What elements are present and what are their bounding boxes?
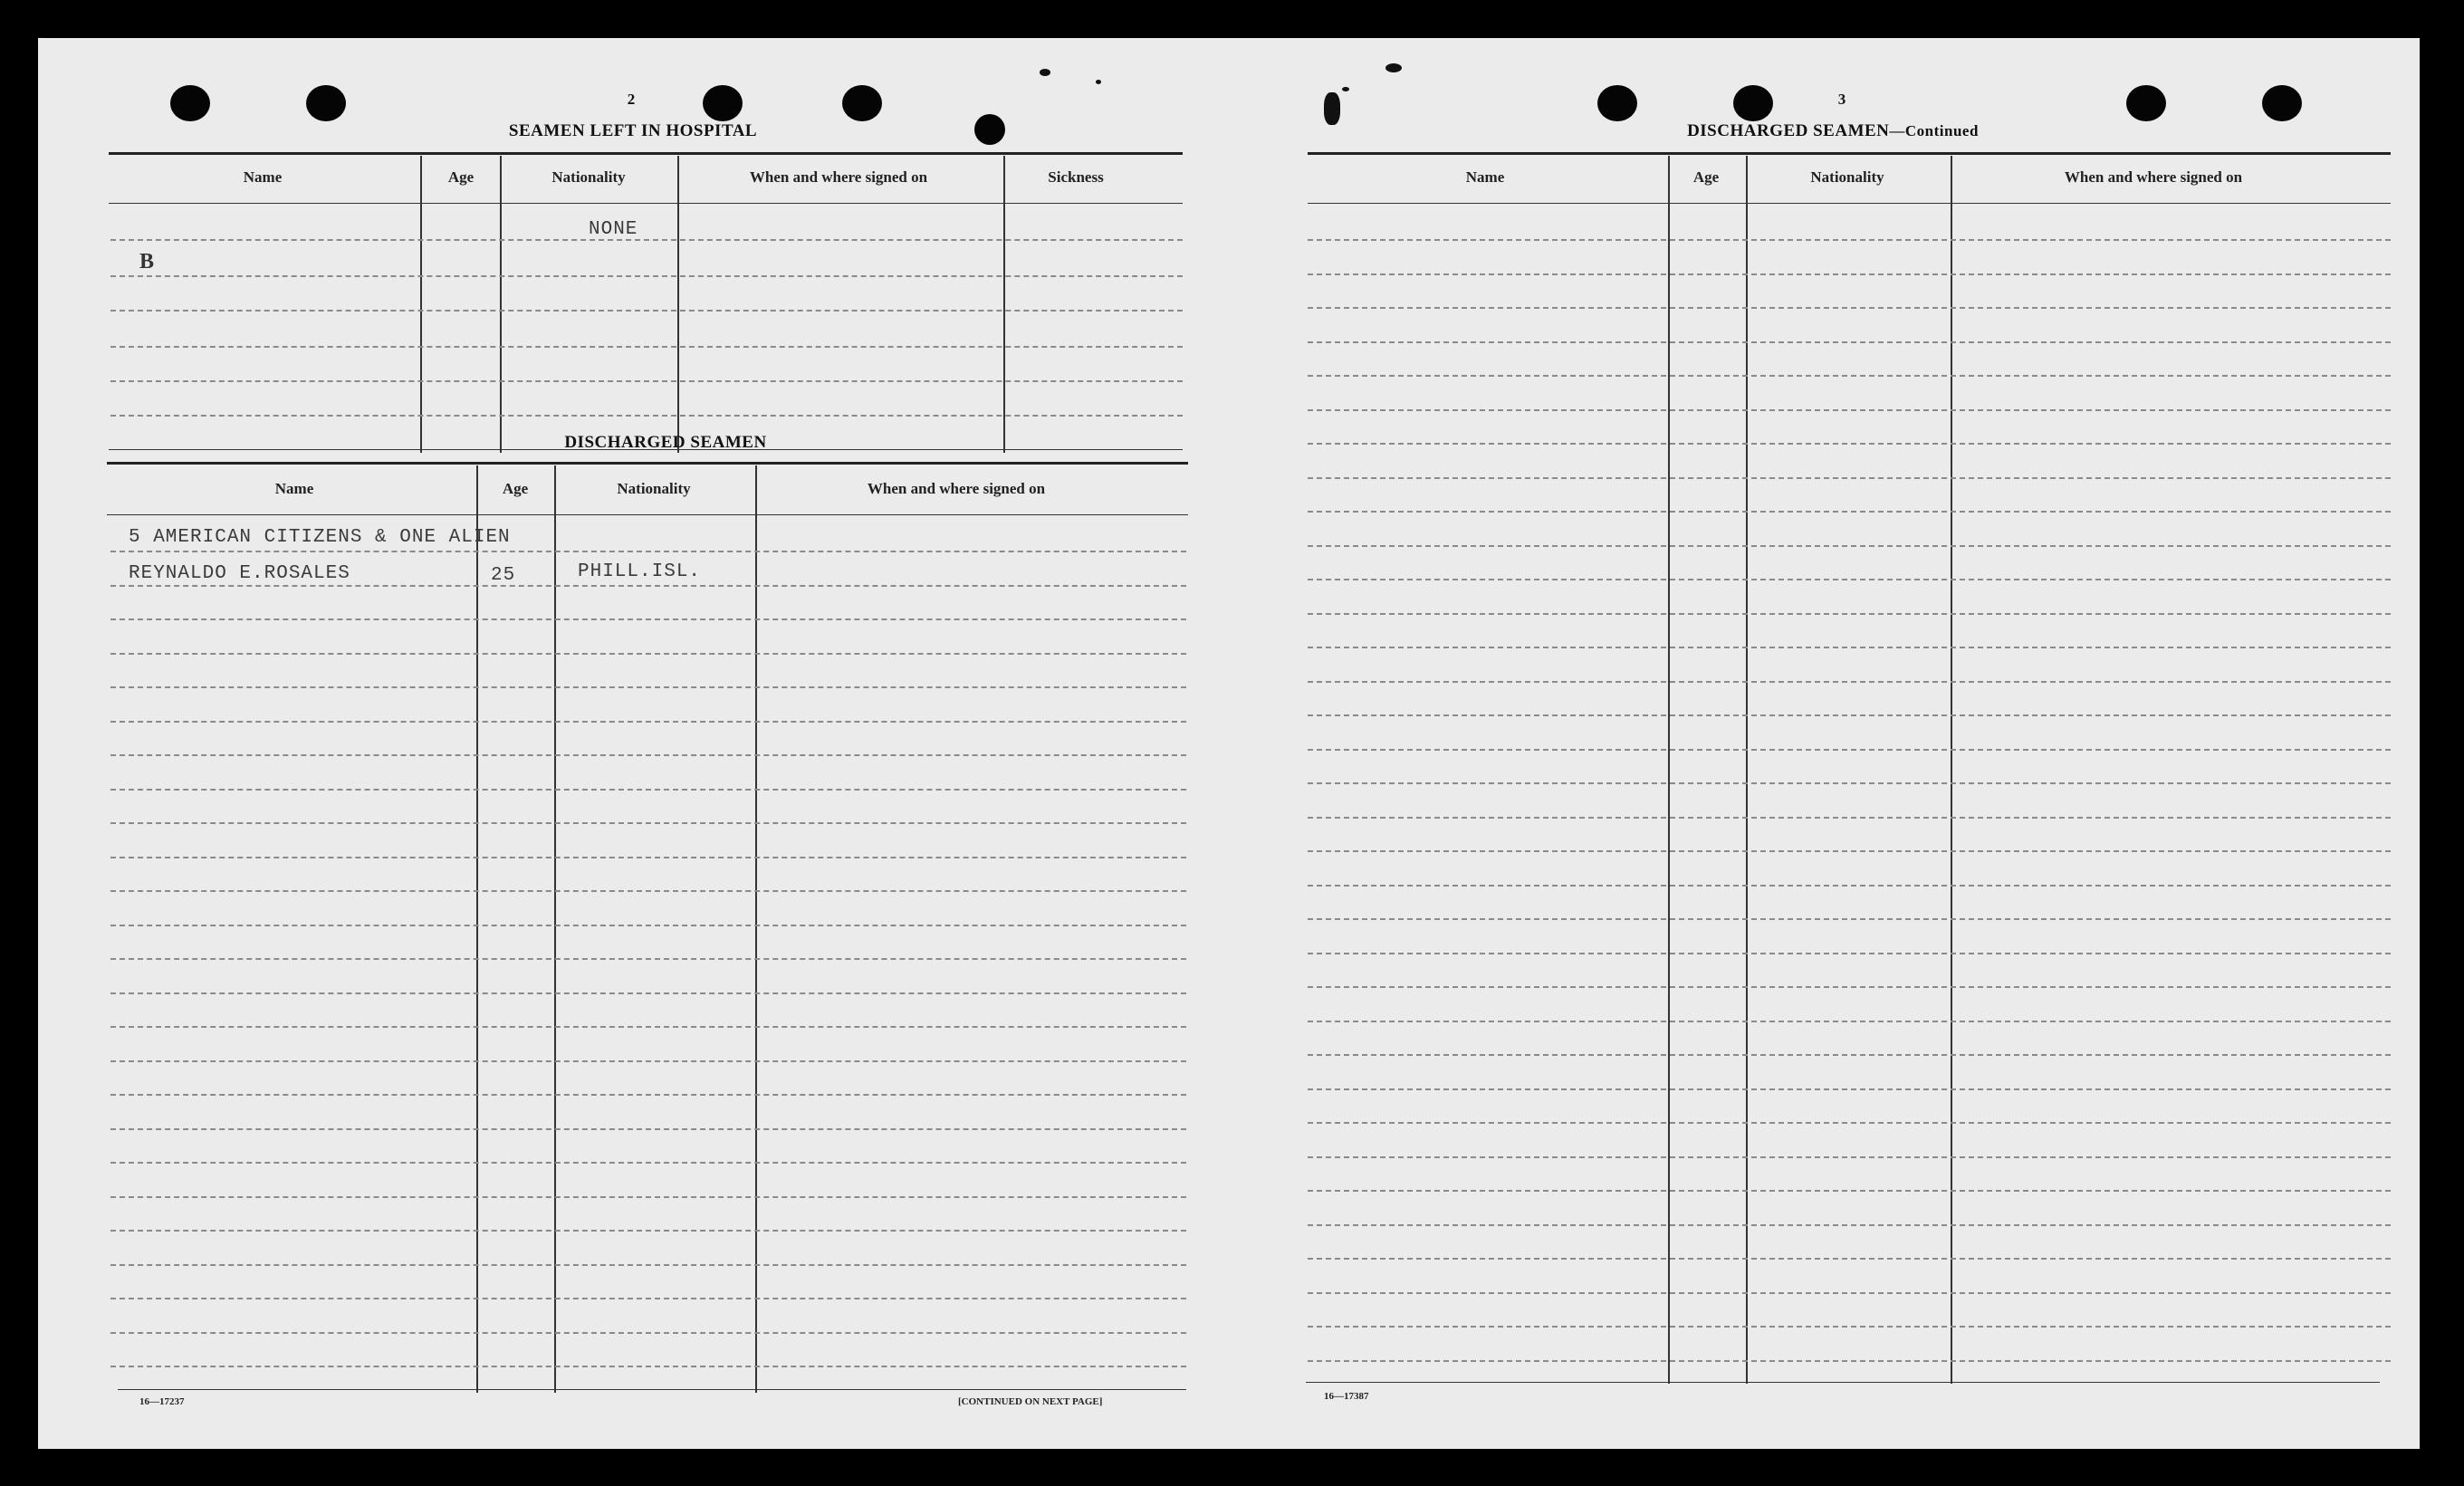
ruled-line (1308, 307, 2391, 309)
punch-hole (1597, 85, 1637, 121)
form-number-right: 16—17387 (1324, 1391, 1369, 1402)
right-section-title-text: DISCHARGED SEAMEN (1687, 121, 1890, 140)
hospital-row-line (110, 239, 1183, 241)
discharged-row-name: REYNALDO E.ROSALES (129, 563, 350, 584)
document-sheet (38, 38, 2420, 1449)
left-page-bottom-rule (118, 1389, 1186, 1390)
discharged-col-name: Name (274, 480, 314, 497)
page-number-left: 2 (627, 91, 636, 108)
ruled-line (1308, 918, 2391, 920)
ruled-line (110, 925, 1186, 926)
ruled-line (110, 1264, 1186, 1266)
hospital-col-nationality: Nationality (551, 168, 626, 186)
ruled-line (1308, 409, 2391, 411)
right-col-name: Name (1465, 168, 1505, 186)
discharged-col-divider (476, 465, 478, 1393)
ruled-line (110, 1366, 1186, 1367)
ruled-line (1308, 579, 2391, 580)
punch-hole (170, 85, 210, 121)
discharged-row-nationality: PHILL.ISL. (578, 561, 702, 582)
hospital-col-name: Name (243, 168, 283, 186)
ruled-line (110, 1128, 1186, 1130)
ruled-line (1308, 782, 2391, 784)
ruled-line (110, 618, 1186, 620)
ruled-line (110, 1332, 1186, 1334)
ruled-line (1308, 1021, 2391, 1022)
discharged-row-name: 5 AMERICAN CITIZENS & ONE ALIEN (129, 527, 511, 548)
ruled-line (1308, 239, 2391, 241)
ruled-line (1308, 885, 2391, 887)
ruled-line (1308, 1224, 2391, 1226)
right-col-signed-on: When and where signed on (2064, 168, 2243, 186)
discharged-section-title: DISCHARGED SEAMEN (564, 433, 767, 452)
right-table-top-rule (1308, 152, 2391, 155)
ruled-line (1308, 1122, 2391, 1124)
ink-speck (1040, 69, 1050, 76)
ruled-line (1308, 714, 2391, 716)
ruled-line (1308, 273, 2391, 275)
punch-hole (842, 85, 882, 121)
ruled-line (110, 1298, 1186, 1299)
hospital-col-divider (1003, 156, 1005, 453)
hospital-col-signed-on: When and where signed on (749, 168, 928, 186)
ruled-line (1308, 1054, 2391, 1056)
right-page-bottom-rule (1306, 1382, 2380, 1383)
punch-hole (1733, 85, 1773, 121)
discharged-col-age: Age (502, 480, 529, 497)
ink-speck (1342, 87, 1349, 91)
right-col-divider (1951, 156, 1952, 1384)
ruled-line (110, 1162, 1186, 1164)
ink-speck (1385, 63, 1402, 72)
ruled-line (110, 653, 1186, 655)
ruled-line (110, 822, 1186, 824)
ruled-line (110, 789, 1186, 791)
ruled-line (110, 1196, 1186, 1198)
discharged-col-divider (554, 465, 556, 1393)
right-col-divider (1668, 156, 1670, 1384)
discharged-row-age: 25 (491, 565, 516, 586)
ruled-line (1308, 375, 2391, 377)
ruled-line (110, 551, 1186, 552)
ruled-line (1308, 647, 2391, 648)
punch-hole (2262, 85, 2302, 121)
ruled-line (1308, 1190, 2391, 1192)
ruled-line (1308, 1292, 2391, 1294)
ink-speck (1324, 92, 1340, 125)
discharged-col-nationality: Nationality (617, 480, 691, 497)
hospital-col-age: Age (447, 168, 475, 186)
ruled-line (1308, 681, 2391, 683)
ruled-line (110, 1026, 1186, 1028)
discharged-col-divider (755, 465, 757, 1393)
hospital-col-sickness: Sickness (1048, 168, 1104, 186)
ruled-line (1308, 545, 2391, 547)
right-header-bottom-rule (1308, 203, 2391, 204)
ruled-line (1308, 341, 2391, 343)
discharged-table-top-rule (107, 462, 1188, 465)
ruled-line (1308, 443, 2391, 445)
continued-note: [CONTINUED ON NEXT PAGE] (958, 1396, 1103, 1407)
hospital-row-line (110, 415, 1183, 417)
ruled-line (110, 958, 1186, 960)
punch-hole (2126, 85, 2166, 121)
ruled-line (110, 754, 1186, 756)
hospital-row-line (110, 310, 1183, 312)
ruled-line (110, 1060, 1186, 1062)
ruled-line (1308, 1326, 2391, 1328)
ruled-line (1308, 1156, 2391, 1158)
discharged-header-bottom-rule (107, 514, 1188, 515)
ruled-line (110, 1230, 1186, 1232)
ruled-line (1308, 511, 2391, 513)
ruled-line (1308, 749, 2391, 751)
ruled-line (110, 721, 1186, 723)
ruled-line (1308, 1360, 2391, 1362)
ruled-line (110, 857, 1186, 858)
ruled-line (110, 1094, 1186, 1096)
form-number-left: 16—17237 (139, 1396, 185, 1407)
punch-hole (703, 85, 743, 121)
hospital-col-divider (500, 156, 502, 453)
right-col-nationality: Nationality (1810, 168, 1884, 186)
right-col-age: Age (1692, 168, 1720, 186)
ruled-line (110, 992, 1186, 994)
right-section-title-suffix: —Continued (1889, 122, 1979, 139)
hospital-entry: NONE (589, 219, 638, 240)
ruled-line (1308, 817, 2391, 819)
hospital-row-line (110, 275, 1183, 277)
punch-hole (306, 85, 346, 121)
right-col-divider (1746, 156, 1748, 1384)
ruled-line (1308, 850, 2391, 852)
right-section-title (1687, 121, 1979, 141)
ruled-line (1308, 1088, 2391, 1090)
margin-mark: B (139, 250, 155, 273)
ruled-line (110, 686, 1186, 688)
ruled-line (1308, 613, 2391, 615)
hospital-header-bottom-rule (109, 203, 1183, 204)
ruled-line (1308, 477, 2391, 479)
hospital-row-line (110, 346, 1183, 348)
ruled-line (110, 585, 1186, 587)
ruled-line (1308, 986, 2391, 988)
ruled-line (1308, 1258, 2391, 1260)
hospital-col-divider (420, 156, 422, 453)
ruled-line (110, 890, 1186, 892)
hospital-col-divider (677, 156, 679, 453)
hospital-section-title: SEAMEN LEFT IN HOSPITAL (508, 121, 758, 140)
discharged-col-signed-on: When and where signed on (867, 480, 1046, 497)
page-number-right: 3 (1837, 91, 1846, 108)
ink-speck (1096, 80, 1101, 84)
hospital-table-top-rule (109, 152, 1183, 155)
punch-hole (974, 114, 1005, 145)
hospital-row-line (110, 380, 1183, 382)
ruled-line (1308, 953, 2391, 954)
